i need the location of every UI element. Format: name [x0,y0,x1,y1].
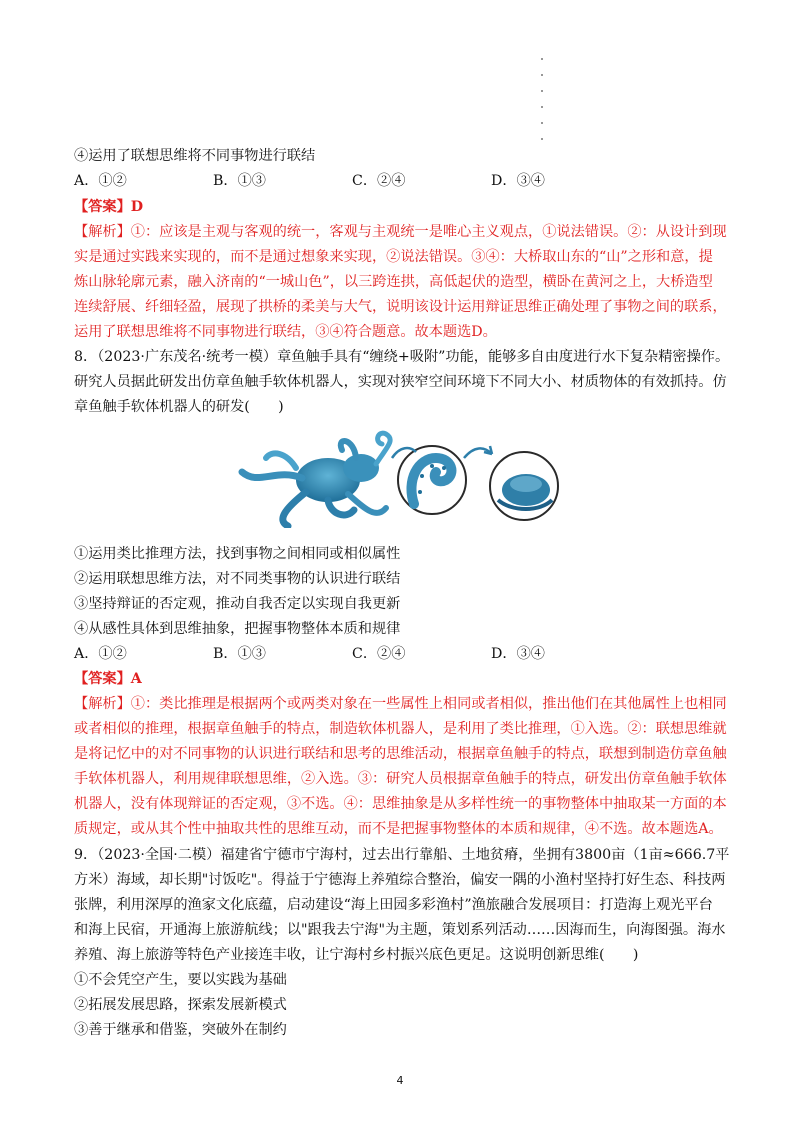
margin-dots [541,58,545,154]
q8-analysis-line: 机器人，没有体现辩证的否定观，③不选。④：思维抽象是从多样性统一的事物整体中抽取某一方面的本 [74,796,727,812]
q9-item-2: ②拓展发展思路，探索发展新模式 [74,997,287,1013]
q9-stem-line: 养殖、海上旅游等特色产业接连丰收，让宁海村乡村振兴底色更足。这说明创新思维( ) [74,947,639,963]
octopus-icon [242,433,390,526]
q8-option-b: B．①③ [213,646,266,662]
q7-option-b: B．①③ [213,173,266,189]
q7-answer [74,196,734,218]
suction-cup-closeup-icon [490,452,558,520]
q8-stem-line: 章鱼触手软体机器人的研发( ) [74,399,284,415]
q8-option-c: C．②④ [352,646,406,662]
q7-item-4: ④运用了联想思维将不同事物进行联结 [74,148,316,164]
q9-item-1: ①不会凭空产生，要以实践为基础 [74,972,287,988]
q7-options [74,170,734,192]
q8-options [74,643,734,665]
q7-analysis-line: 连续舒展、纤细轻盈，展现了拱桥的柔美与大气，说明该设计运用辩证思维正确处理了事物之间的联系， [74,299,727,315]
q8-stem-line: 研究人员据此研发出仿章鱼触手软体机器人，实现对狭窄空间环境下不同大小、材质物体的有效抓持。仿 [74,374,727,390]
q8-analysis-line: 质规定，或从其个性中抽取共性的思维互动，而不是把握事物整体的本质和规律，④不选。故本题选A。 [74,821,723,837]
q7-option-d: D．③④ [491,173,545,189]
q7-option-a: A．①② [74,173,127,189]
q9-stem-line: 张牌，利用深厚的渔家文化底蕴，启动建设“海上田园多彩渔村”渔旅融合发展项目：打造海上观光平台 [74,897,713,913]
q8-analysis-line: 手软体机器人，利用规律联想思维，②入选。③：研究人员根据章鱼触手的特点，研发出仿章鱼触手软体 [74,771,727,787]
q8-analysis-line: 或者相似的推理，根据章鱼触手的特点，制造软体机器人，是利用了类比推理，①入选。②：联想思维就 [74,721,727,737]
q8-item-3: ③坚持辩证的否定观，推动自我否定以实现自我更新 [74,596,401,612]
q7-analysis-line: 运用了联想思维将不同事物进行联结，③④符合题意。故本题选D。 [74,324,497,340]
q9-item-3: ③善于继承和借鉴，突破外在制约 [74,1022,287,1038]
q8-answer [74,668,734,690]
answer-label: 【答案】 [74,199,131,215]
q8-option-d: D．③④ [491,646,545,662]
q8-option-a: A．①② [74,646,127,662]
q9-stem-line: 9．（2023·全国·二模）福建省宁德市宁海村，过去出行靠船、土地贫瘠，坐拥有3800亩（1亩≈666.7平 [74,847,730,863]
q8-stem-line: 8．（2023·广东茂名·统考一模）章鱼触手具有“缠绕+吸附”功能，能够多自由度进行水下复杂精密操作。 [74,349,730,365]
q9-stem-line: 方米）海域，却长期"讨饭吃"。得益于宁德海上养殖综合整治，偏安一隅的小渔村坚持打好生态、科技两 [74,872,726,888]
page-number: 4 [396,1074,404,1087]
tentacle-closeup-icon [398,446,466,514]
answer-value: D [130,199,144,215]
q7-analysis-line: 实是通过实践来实现的，而不是通过想象来实现，②说法错误。③④：大桥取山东的“山”之形和意，提 [74,249,713,265]
q8-analysis-line: 【解析】①：类比推理是根据两个或两类对象在一些属性上相同或者相似，推出他们在其他属性上也相同 [74,696,727,712]
q7-analysis-line: 炼山脉轮廓元素，融入济南的“一城山色”，以三跨连拱，高低起伏的造型，横卧在黄河之上，大桥造型 [74,274,713,290]
q7-option-c: C．②④ [352,173,406,189]
q8-item-4: ④从感性具体到思维抽象，把握事物整体本质和规律 [74,621,401,637]
q8-item-1: ①运用类比推理方法，找到事物之间相同或相似属性 [74,546,401,562]
q7-analysis-line: 【解析】①：应该是主观与客观的统一，客观与主观统一是唯心主义观点，①说法错误。②：从设计到现 [74,224,727,240]
q9-stem-line: 和海上民宿，开通海上旅游航线；以"跟我去宁海"为主题，策划系列活动……因海而生，向海图强。海水 [74,922,726,938]
q8-analysis-line: 是将记忆中的对不同事物的认识进行联结和思考的思维活动，根据章鱼触手的特点，联想到制造仿章鱼触 [74,746,727,762]
q8-item-2: ②运用联想思维方法，对不同类事物的认识进行联结 [74,571,401,587]
answer-value: A [130,671,142,687]
answer-label: 【答案】 [74,671,131,687]
octopus-robot-figure [236,428,566,528]
